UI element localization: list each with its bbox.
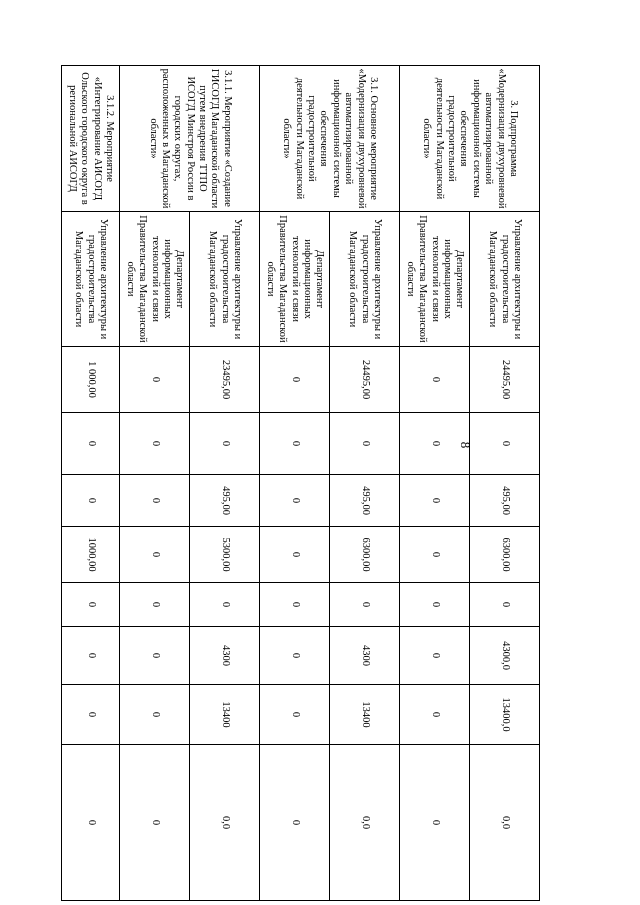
value-cell: 0 <box>260 527 330 583</box>
value-cell: 0 <box>120 413 190 475</box>
table-row <box>62 66 120 901</box>
value-cell: 0 <box>62 475 120 527</box>
value-cell: 0 <box>400 413 470 475</box>
value-cell: 0 <box>260 347 330 413</box>
value-cell: 495,00 <box>470 475 540 527</box>
value-cell: 0 <box>260 685 330 745</box>
row-name: 3.1.1. Мероприятие «Создание ГИСОГД Магаданской области путем внедрения ТТПО ИСОГД Минстроя России в городских округах, расположенных в Магаданской области» <box>120 66 260 212</box>
value-cell: 0 <box>62 413 120 475</box>
table-row <box>470 66 540 901</box>
value-cell: 0 <box>260 413 330 475</box>
value-cell: 13400 <box>330 685 400 745</box>
value-cell: 0 <box>190 413 260 475</box>
value-cell: 13400 <box>190 685 260 745</box>
value-cell: 0 <box>120 685 190 745</box>
value-cell: 0,0 <box>330 745 400 901</box>
row-name: 3.1. Основное мероприятие «Модернизация двухуровневой автоматизированной информационной системы обеспечения градостроительной деятельности Магаданской области» <box>260 66 400 212</box>
value-cell: 0 <box>400 347 470 413</box>
row-name: 3.1.2. Мероприятие «Интегрирование АИСОГД Ольского городского округа в региональной АИСОГД <box>62 66 120 212</box>
value-cell: 0 <box>120 627 190 685</box>
value-cell: 0 <box>120 745 190 901</box>
table-row <box>330 66 400 901</box>
value-cell: 0 <box>400 583 470 627</box>
executor-cell: Департамент информационных технологий и связи Правительства Магаданской области <box>400 212 470 347</box>
value-cell: 495,00 <box>330 475 400 527</box>
value-cell: 0 <box>62 685 120 745</box>
value-cell: 0 <box>400 685 470 745</box>
rotated-table-container <box>62 65 540 900</box>
value-cell: 6300,00 <box>470 527 540 583</box>
value-cell: 0 <box>62 745 120 901</box>
value-cell: 4300 <box>330 627 400 685</box>
value-cell: 1000,00 <box>62 527 120 583</box>
value-cell: 0 <box>400 527 470 583</box>
value-cell: 0 <box>400 745 470 901</box>
value-cell: 6300,00 <box>330 527 400 583</box>
budget-table <box>61 65 540 901</box>
executor-cell: Управление архитектуры и градостроительства Магаданской области <box>62 212 120 347</box>
table-row <box>190 66 260 901</box>
value-cell: 0 <box>260 583 330 627</box>
value-cell: 0 <box>120 583 190 627</box>
page-number: 8 <box>458 441 473 449</box>
value-cell: 0 <box>470 413 540 475</box>
value-cell: 1 000,00 <box>62 347 120 413</box>
value-cell: 0 <box>260 745 330 901</box>
value-cell: 0 <box>190 583 260 627</box>
executor-cell: Департамент информационных технологий и связи Правительства Магаданской области <box>260 212 330 347</box>
value-cell: 0 <box>400 475 470 527</box>
value-cell: 13400,0 <box>470 685 540 745</box>
value-cell: 0 <box>120 527 190 583</box>
row-name: 3. Подпрограмма «Модернизация двухуровневой автоматизированной информационной системы обеспечения градостроительной деятельности Магаданской области» <box>400 66 540 212</box>
value-cell: 0 <box>260 627 330 685</box>
value-cell: 0 <box>120 475 190 527</box>
value-cell: 0 <box>400 627 470 685</box>
value-cell: 0 <box>330 583 400 627</box>
value-cell: 24495,00 <box>470 347 540 413</box>
value-cell: 23495,00 <box>190 347 260 413</box>
value-cell: 495,00 <box>190 475 260 527</box>
value-cell: 5300,00 <box>190 527 260 583</box>
executor-cell: Управление архитектуры и градостроительства Магаданской области <box>330 212 400 347</box>
value-cell: 0,0 <box>190 745 260 901</box>
value-cell: 0,0 <box>470 745 540 901</box>
executor-cell: Департамент информационных технологий и связи Правительства Магаданской области <box>120 212 190 347</box>
value-cell: 4300,0 <box>470 627 540 685</box>
value-cell: 4300 <box>190 627 260 685</box>
value-cell: 0 <box>330 413 400 475</box>
executor-cell: Управление архитектуры и градостроительства Магаданской области <box>190 212 260 347</box>
executor-cell: Управление архитектуры и градостроительства Магаданской области <box>470 212 540 347</box>
value-cell: 0 <box>120 347 190 413</box>
value-cell: 0 <box>470 583 540 627</box>
value-cell: 0 <box>62 583 120 627</box>
value-cell: 0 <box>62 627 120 685</box>
value-cell: 0 <box>260 475 330 527</box>
value-cell: 24495,00 <box>330 347 400 413</box>
